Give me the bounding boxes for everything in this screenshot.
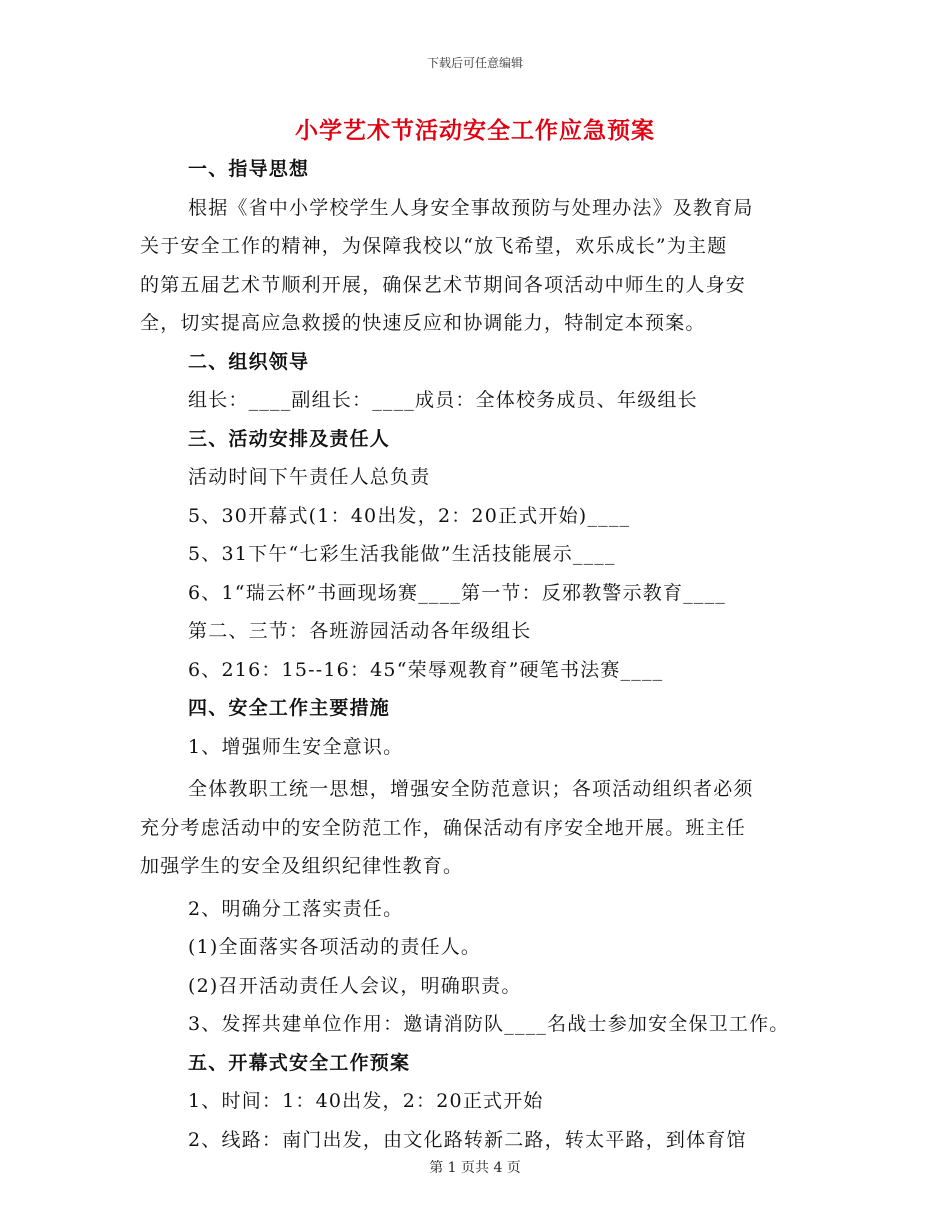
list-item: 6、1“瑞云杯”书画现场赛____第一节：反邪教警示教育____	[188, 581, 727, 604]
list-item: 2、线路：南门出发，由文化路转新二路，转太平路，到体育馆	[188, 1128, 747, 1151]
list-item: 6、216：15--16：45“荣辱观教育”硬笔书法赛____	[188, 658, 664, 681]
list-item: (2)召开活动责任人会议，明确职责。	[188, 974, 522, 997]
list-item: 活动时间下午责任人总负责	[188, 466, 431, 488]
document-title: 小学艺术节活动安全工作应急预案	[295, 117, 655, 144]
list-item: 组长：____副组长：____成员：全体校务成员、年级组长	[188, 389, 698, 411]
list-item: 1、增强师生安全意识。	[188, 735, 404, 758]
list-item: 5、30开幕式(1：40出发，2：20正式开始)____	[188, 504, 631, 527]
section-heading: 一、指导思想	[188, 158, 310, 180]
section-heading: 三、活动安排及责任人	[188, 427, 391, 450]
paragraph-line: 全体教职工统一思想，增强安全防范意识；各项活动组织者必须	[188, 778, 754, 800]
section-heading: 二、组织领导	[188, 350, 310, 373]
paragraph-line: 全，切实提高应急救援的快速反应和协调能力，特制定本预案。	[140, 312, 706, 334]
paragraph-line: 充分考虑活动中的安全防范工作，确保活动有序安全地开展。班主任	[140, 816, 747, 839]
section-heading: 五、开幕式安全工作预案	[188, 1051, 411, 1074]
page-footer-note: 第 1 页共 4 页	[429, 1160, 521, 1176]
list-item: 2、明确分工落实责任。	[188, 897, 404, 920]
paragraph-line: 关于安全工作的精神，为保障我校以“放飞希望，欢乐成长”为主题	[140, 235, 728, 257]
section-heading: 四、安全工作主要措施	[188, 697, 391, 719]
list-item: (1)全面落实各项活动的责任人。	[188, 936, 482, 958]
list-item: 3、发挥共建单位作用：邀请消防队____名战士参加安全保卫工作。	[188, 1013, 790, 1035]
paragraph-line: 根据《省中小学校学生人身安全事故预防与处理办法》及教育局	[188, 196, 754, 219]
list-item: 第二、三节：各班游园活动各年级组长	[188, 620, 532, 642]
page-header-note: 下载后可任意编辑	[426, 56, 523, 70]
list-item: 1、时间：1：40出发，2：20正式开始	[188, 1090, 544, 1112]
list-item: 5、31下午“七彩生活我能做”生活技能展示____	[188, 543, 616, 565]
paragraph-line: 加强学生的安全及组织纪律性教育。	[140, 855, 464, 877]
paragraph-line: 的第五届艺术节顺利开展，确保艺术节期间各项活动中师生的人身安	[140, 273, 747, 296]
document-body	[140, 150, 840, 1159]
